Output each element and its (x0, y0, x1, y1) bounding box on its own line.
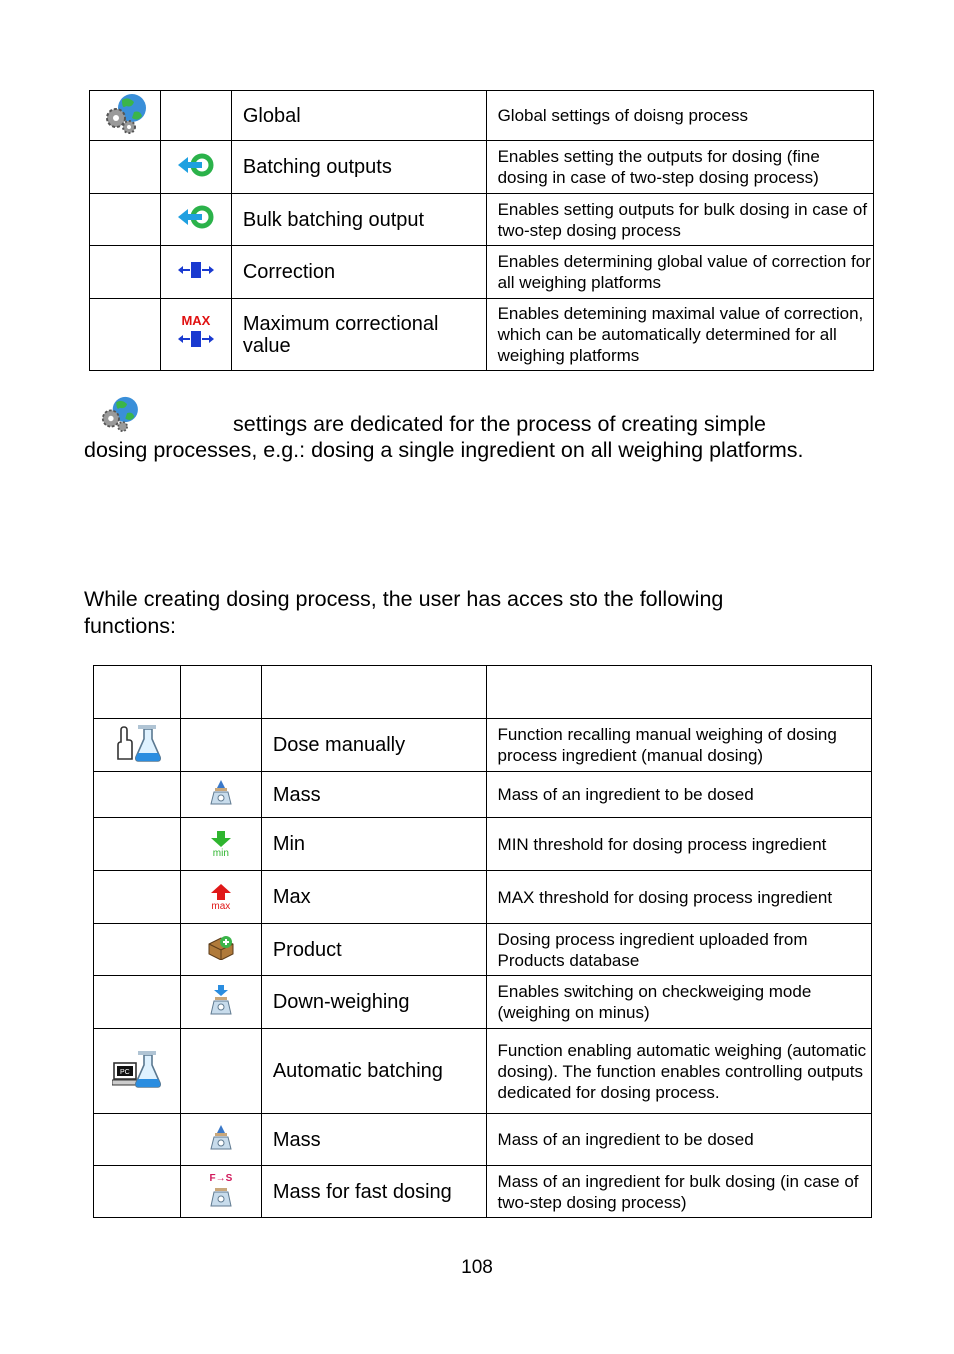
min-arrow-icon (209, 830, 233, 859)
row-description: MIN threshold for dosing process ingredient (486, 818, 871, 871)
row-name: Down-weighing (261, 976, 486, 1029)
table-row (94, 1166, 872, 1218)
mass-icon (208, 1123, 234, 1156)
max-arrow-icon (209, 883, 233, 912)
row-name: Product (261, 924, 486, 976)
row-description: Enables setting outputs for bulk dosing in case of two-step dosing process (486, 194, 873, 246)
pc-flask-icon (112, 1049, 162, 1094)
pc-label: PC (119, 1068, 130, 1076)
paragraph-line: settings are dedicated for the process of creating simple (233, 412, 767, 436)
row-name: Automatic batching (261, 1029, 486, 1114)
page-number: 108 (461, 1257, 493, 1278)
product-box-icon (207, 934, 235, 965)
table-row (94, 818, 872, 871)
output-arrow-icon (176, 205, 216, 234)
row-description: Enables switching on checkweiging mode (weighing on minus) (486, 976, 871, 1029)
row-description (486, 666, 871, 719)
row-name: Batching outputs (231, 141, 486, 194)
settings-table (89, 90, 874, 371)
row-description: Enables determining global value of correction for all weighing platforms (486, 246, 873, 299)
table-row (94, 871, 872, 924)
functions-table (93, 665, 872, 1218)
row-name: Min (261, 818, 486, 871)
row-name: Dose manually (261, 719, 486, 772)
table-row (94, 719, 872, 772)
row-description: Function recalling manual weighing of dosing process ingredient (manual dosing) (486, 719, 871, 772)
row-description: MAX threshold for dosing process ingredient (486, 871, 871, 924)
down-weighing-icon (208, 984, 234, 1021)
row-name (261, 666, 486, 719)
row-description: Global settings of doisng process (486, 91, 873, 141)
row-name: Max (261, 871, 486, 924)
paragraph-line: functions: (84, 614, 177, 638)
output-arrow-icon (176, 153, 216, 182)
table-row (94, 976, 872, 1029)
table-row (90, 299, 874, 371)
table-row (90, 246, 874, 299)
table-row (94, 924, 872, 976)
table-row (94, 772, 872, 818)
table-row (94, 1114, 872, 1166)
max-correction-icon (176, 314, 216, 355)
row-name: Mass (261, 1114, 486, 1166)
max-label: MAX (181, 313, 211, 328)
row-name: Maximum correctional value (231, 299, 486, 371)
row-description: Mass of an ingredient to be dosed (486, 772, 871, 818)
fs-label: F→S (209, 1173, 233, 1184)
table-row (94, 666, 872, 719)
max-label: max (211, 900, 231, 912)
hand-flask-icon (112, 723, 162, 768)
globe-gears-icon (102, 92, 148, 139)
fast-dosing-icon (208, 1174, 234, 1209)
row-description: Mass of an ingredient for bulk dosing (in case of two-step dosing process) (486, 1166, 871, 1218)
correction-icon (176, 259, 216, 286)
row-description: Enables setting the outputs for dosing (fine dosing in case of two-step dosing process) (486, 141, 873, 194)
row-name: Bulk batching output (231, 194, 486, 246)
row-name: Mass for fast dosing (261, 1166, 486, 1218)
min-label: min (212, 847, 229, 859)
mass-icon (208, 778, 234, 811)
row-description: Dosing process ingredient uploaded from Products database (486, 924, 871, 976)
table-row (90, 141, 874, 194)
table-row (90, 194, 874, 246)
table-row (90, 91, 874, 141)
row-description: Enables detemining maximal value of correction, which can be automatically determined for all weighing platforms (486, 299, 873, 371)
row-description: Function enabling automatic weighing (automatic dosing). The function enables controlling outputs dedicated for dosing process. (486, 1029, 871, 1114)
row-name: Global (231, 91, 486, 141)
row-name: Mass (261, 772, 486, 818)
paragraph-line: dosing processes, e.g.: dosing a single ingredient on all weighing platforms. (84, 438, 804, 462)
row-description: Mass of an ingredient to be dosed (486, 1114, 871, 1166)
paragraph-line: While creating dosing process, the user has acces sto the following (84, 587, 724, 611)
row-name: Correction (231, 246, 486, 299)
globe-gears-icon (98, 396, 140, 437)
table-row (94, 1029, 872, 1114)
